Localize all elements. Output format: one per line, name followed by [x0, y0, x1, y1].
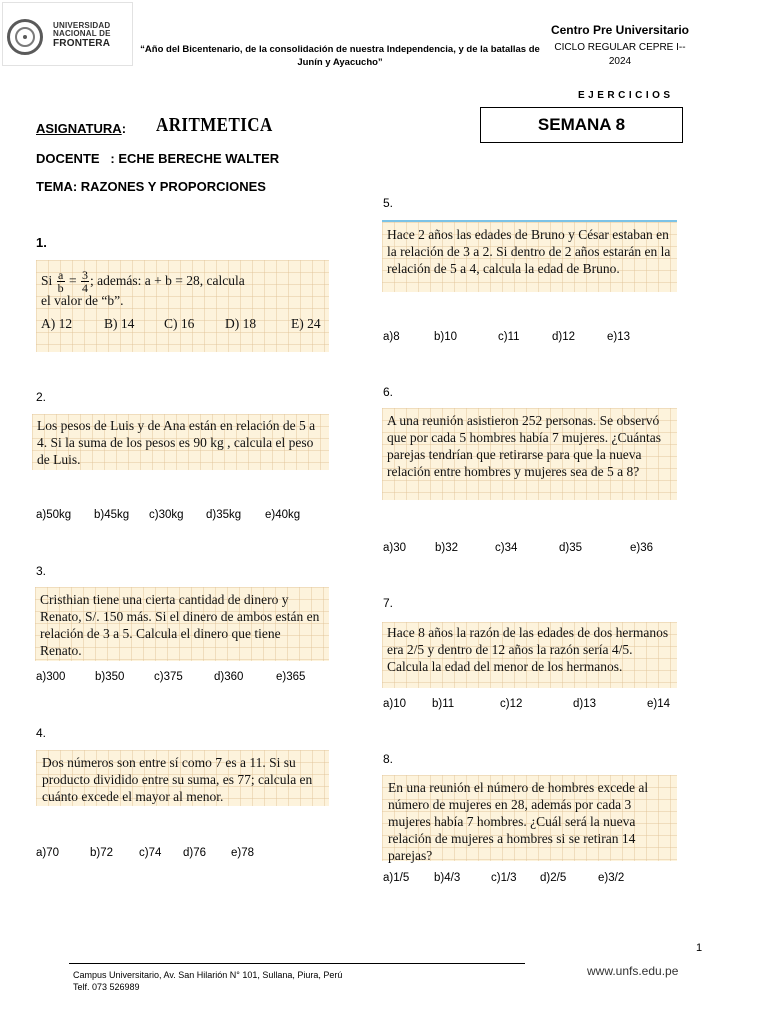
question-1-fraction-34 [81, 269, 89, 294]
question-7-text: Hace 8 años la razón de las edades de dos hermanos era 2/5 y dentro de 12 años la razón sería 4/5. Calcula la edad del menor de los hermanos. [387, 625, 669, 674]
question-1-box [36, 260, 329, 352]
ciclo-info [540, 41, 700, 69]
question-6-number: 6. [383, 385, 394, 399]
question-2-number: 2. [36, 390, 47, 404]
option[interactable]: e)36 [630, 542, 654, 554]
ciclo-line1: CICLO REGULAR CEPRE I-- [554, 42, 686, 53]
asignatura-label [36, 121, 126, 136]
option[interactable]: A) 12 [41, 316, 73, 332]
option[interactable]: c)1/3 [491, 872, 517, 884]
university-name [53, 22, 111, 49]
footer-address-block [73, 969, 342, 993]
question-6-options [383, 542, 683, 558]
option[interactable]: d)35 [559, 542, 583, 554]
option[interactable]: b)45kg [94, 509, 130, 521]
page-number: 1 [696, 942, 703, 954]
university-name-line1: UNIVERSIDAD [53, 21, 111, 30]
option[interactable]: e)13 [607, 331, 631, 343]
university-seal-icon [7, 19, 43, 55]
option[interactable]: a)300 [36, 671, 66, 683]
option[interactable]: d)13 [573, 698, 597, 710]
question-7-number: 7. [383, 596, 394, 610]
option[interactable]: b)350 [95, 671, 125, 683]
frac-b: b [57, 281, 64, 296]
asignatura-value: ARITMETICA [156, 114, 273, 136]
question-8-options [383, 872, 683, 888]
option[interactable]: b)10 [434, 331, 458, 343]
university-name-line2: NACIONAL DE [53, 29, 111, 38]
question-1-equals: = [69, 273, 77, 288]
option[interactable]: e)78 [231, 847, 255, 859]
question-1-fraction-ab [57, 269, 65, 294]
question-4-number: 4. [36, 726, 47, 740]
option[interactable]: c)74 [139, 847, 162, 859]
frac-a: a [57, 268, 64, 283]
option[interactable]: a)50kg [36, 509, 72, 521]
option[interactable]: c)11 [498, 331, 520, 343]
option[interactable]: a)10 [383, 698, 407, 710]
question-1-rest: ; además: a + b = 28, calcula [90, 273, 245, 288]
question-5-options [383, 331, 683, 347]
question-4-text: Dos números son entre sí como 7 es a 11. Si su producto dividido entre su suma, es 77; calcula en cuánto excede el mayor al menor. [42, 755, 313, 804]
option[interactable]: d)2/5 [540, 872, 567, 884]
question-2-text: Los pesos de Luis y de Ana están en relación de 5 a 4. Si la suma de los pesos es 90 kg , calcula el peso de Luis. [37, 418, 316, 467]
option[interactable]: e)3/2 [598, 872, 625, 884]
option[interactable]: a)1/5 [383, 872, 410, 884]
question-1-number: 1. [36, 235, 47, 250]
question-1-line2: el valor de “b”. [41, 293, 124, 309]
option[interactable]: b)72 [90, 847, 114, 859]
question-8-box [382, 775, 677, 861]
option[interactable]: c)375 [154, 671, 183, 683]
semana-label: SEMANA 8 [537, 115, 626, 134]
option[interactable]: d)12 [552, 331, 576, 343]
option[interactable]: a)8 [383, 331, 400, 343]
ejercicios-heading: EJERCICIOS [578, 90, 674, 101]
option[interactable]: a)30 [383, 542, 407, 554]
option[interactable]: e)40kg [265, 509, 301, 521]
question-7-options [383, 698, 693, 714]
option[interactable]: E) 24 [291, 316, 321, 332]
option[interactable]: e)365 [276, 671, 306, 683]
option[interactable]: B) 14 [104, 316, 135, 332]
option[interactable]: e)14 [647, 698, 671, 710]
option[interactable]: C) 16 [164, 316, 195, 332]
option[interactable]: a)70 [36, 847, 60, 859]
frac-4: 4 [82, 281, 89, 296]
motto: “Año del Bicentenario, de la consolidación de nuestra Independencia, y de la batallas de Junín y Ayacucho” [140, 44, 540, 68]
footer-divider [69, 963, 525, 964]
option[interactable]: b)11 [432, 698, 455, 710]
option[interactable]: b)4/3 [434, 872, 461, 884]
frac-3: 3 [82, 268, 89, 283]
asignatura-colon: : [121, 121, 127, 136]
question-1-options [41, 315, 324, 333]
tema: TEMA: RAZONES Y PROPORCIONES [36, 179, 266, 194]
question-3-options [36, 671, 336, 687]
question-6-box [382, 408, 677, 500]
university-name-line3: FRONTERA [53, 38, 111, 49]
ciclo-line2: 2024 [608, 56, 632, 67]
question-8-text: En una reunión el número de hombres excede al número de mujeres en 28, además por cada 3 mujeres había 7 hombres. ¿Cuál será la nueva relación de mujeres a hombres si se retiran 14 parejas? [388, 780, 649, 863]
question-1-si: Si [41, 273, 53, 288]
question-6-text: A una reunión asistieron 252 personas. Se observó que por cada 5 hombres había 7 mujeres. ¿Cuántas parejas tendrían que retirarse para que la nueva relación entre hombres y mujeres sea de 5 a 8? [387, 413, 662, 479]
option[interactable]: d)76 [183, 847, 207, 859]
footer-address: Campus Universitario, Av. San Hilarión N° 101, Sullana, Piura, Perú [73, 970, 343, 980]
option[interactable]: d)35kg [206, 509, 242, 521]
option[interactable]: b)32 [435, 542, 459, 554]
option[interactable]: c)30kg [149, 509, 184, 521]
question-2-box [32, 414, 329, 470]
centro-title: Centro Pre Universitario [550, 23, 690, 37]
docente: DOCENTE : ECHE BERECHE WALTER [36, 151, 280, 166]
question-2-options [36, 509, 336, 525]
option[interactable]: c)12 [500, 698, 523, 710]
question-5-box [382, 220, 677, 292]
question-5-text: Hace 2 años las edades de Bruno y César estaban en la relación de 3 a 2. Si dentro de 2 años estarán en la relación de 5 a 4, calcula la edad de Bruno. [387, 227, 671, 276]
question-8-number: 8. [383, 752, 394, 766]
footer-phone: Telf. 073 526989 [73, 982, 140, 992]
question-1-line1 [41, 268, 324, 294]
question-7-box [382, 622, 677, 688]
question-5-number: 5. [383, 196, 394, 210]
question-4-box [36, 750, 329, 806]
option[interactable]: D) 18 [225, 316, 257, 332]
option[interactable]: c)34 [495, 542, 518, 554]
question-3-box [35, 587, 329, 661]
option[interactable]: d)360 [214, 671, 244, 683]
question-3-number: 3. [36, 564, 47, 578]
footer-website[interactable]: www.unfs.edu.pe [587, 964, 679, 978]
question-3-text: Cristhian tiene una cierta cantidad de dinero y Renato, S/. 150 más. Si el dinero de ambos están en relación de 3 a 5. Calcula el dinero que tiene Renato. [40, 592, 320, 658]
question-4-options [36, 847, 336, 863]
asignatura-label-text: ASIGNATURA [36, 121, 122, 136]
